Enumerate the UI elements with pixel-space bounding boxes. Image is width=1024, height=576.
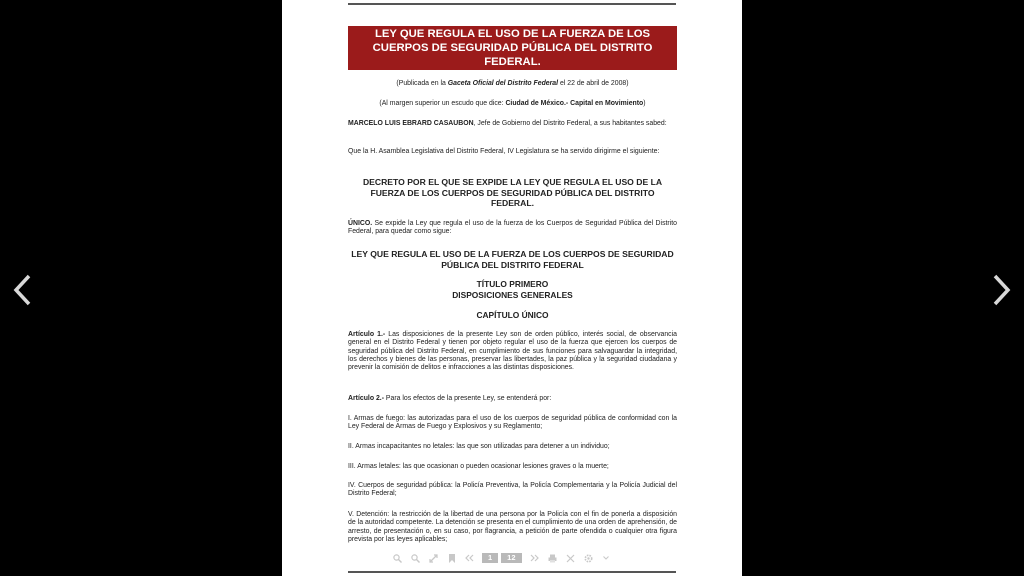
document-page	[282, 0, 742, 576]
definition-item: III. Armas letales: las que ocasionan o pueden ocasionar lesiones graves o la muerte;	[348, 463, 609, 470]
settings-icon[interactable]	[583, 553, 594, 564]
total-pages: 12	[501, 553, 521, 563]
first-page-icon[interactable]	[464, 553, 475, 564]
decree-heading: DECRETO POR EL QUE SE EXPIDE LA LEY QUE REGULA EL USO DE LA FUERZA DE LOS CUERPOS DE SEGURIDAD PÚBLICA DEL DISTRITO FEDERAL.	[362, 177, 663, 209]
document-title: LEY QUE REGULA EL USO DE LA FUERZA DE LOS CUERPOS DE SEGURIDAD PÚBLICA DEL DISTRITO FEDERAL.	[372, 28, 653, 68]
author-paragraph: MARCELO LUIS EBRARD CASAUBON, Jefe de Gobierno del Distrito Federal, a sus habitantes sabed:	[348, 120, 667, 127]
top-rule	[348, 3, 676, 5]
document-title-banner	[348, 26, 677, 70]
definition-item: I. Armas de fuego: las autorizadas para el uso de los cuerpos de seguridad pública de conformidad con la Ley Federal de Armas de Fuego y Explosivos y su Reglamento;	[348, 415, 677, 431]
chevron-left-icon	[11, 273, 33, 307]
fit-icon[interactable]	[565, 553, 576, 564]
bookmark-icon[interactable]	[446, 553, 457, 564]
definition-item: II. Armas incapacitantes no letales: las que son utilizadas para detener a un individuo;	[348, 443, 610, 450]
capitulo-heading: CAPÍTULO ÚNICO	[476, 310, 549, 320]
zoom-out-icon[interactable]	[392, 553, 403, 564]
chevron-down-icon[interactable]	[601, 553, 612, 564]
bottom-rule	[348, 571, 676, 573]
fullscreen-icon[interactable]	[428, 553, 439, 564]
last-page-icon[interactable]	[529, 553, 540, 564]
next-page-button[interactable]	[982, 270, 1022, 310]
print-icon[interactable]	[547, 553, 558, 564]
assembly-paragraph: Que la H. Asamblea Legislativa del Distrito Federal, IV Legislatura se ha servido dirigirme el siguiente:	[348, 148, 660, 155]
disposiciones-heading: DISPOSICIONES GENERALES	[452, 290, 573, 300]
chevron-right-icon	[991, 273, 1013, 307]
law-title-heading: LEY QUE REGULA EL USO DE LA FUERZA DE LOS CUERPOS DE SEGURIDAD PÚBLICA DEL DISTRITO FEDERAL	[351, 249, 674, 270]
zoom-in-icon[interactable]	[410, 553, 421, 564]
page-indicator	[482, 553, 522, 563]
article-1: Artículo 1.- Las disposiciones de la presente Ley son de orden público, interés social, de observancia general en el Distrito Federal y tienen por objeto regular el uso de la fuerza que ejercen los cuerpos de seguridad pública del Distrito Federal, en cumplimiento de sus funciones para salvaguardar la integridad, los derechos y bienes de las personas, preservar las libertades, la paz pública y la seguridad ciudadana y prevenir la comisión de delitos e infracciones a las distintas disposiciones.	[348, 331, 677, 372]
publication-note: (Publicada en la Gaceta Oficial del Distrito Federal el 22 de abril de 2008)	[396, 80, 629, 87]
prev-page-button[interactable]	[2, 270, 42, 310]
unico-paragraph: ÚNICO. Se expide la Ley que regula el uso de la fuerza de los Cuerpos de Seguridad Pública del Distrito Federal, para quedar como sigue:	[348, 220, 677, 236]
article-2: Artículo 2.- Para los efectos de la presente Ley, se entenderá por:	[348, 395, 552, 402]
viewer-toolbar	[392, 551, 632, 565]
current-page-input[interactable]: 1	[482, 553, 498, 563]
definition-item: IV. Cuerpos de seguridad pública: la Policía Preventiva, la Policía Complementaria y la Policía Judicial del Distrito Federal;	[348, 482, 677, 498]
titulo-heading: TÍTULO PRIMERO	[476, 279, 549, 289]
margin-note: (Al margen superior un escudo que dice: Ciudad de México.- Capital en Movimiento)	[379, 100, 646, 107]
definition-item: V. Detención: la restricción de la libertad de una persona por la Policía con el fin de ponerla a disposición de la autoridad competente. La detención se presenta en el cumplimiento de una orden de aprehensión, de arresto, de presentación o, en su caso, por flagrancia, a petición de parte ofendida o cualquier otra figura prevista por las leyes aplicables;	[348, 511, 677, 543]
